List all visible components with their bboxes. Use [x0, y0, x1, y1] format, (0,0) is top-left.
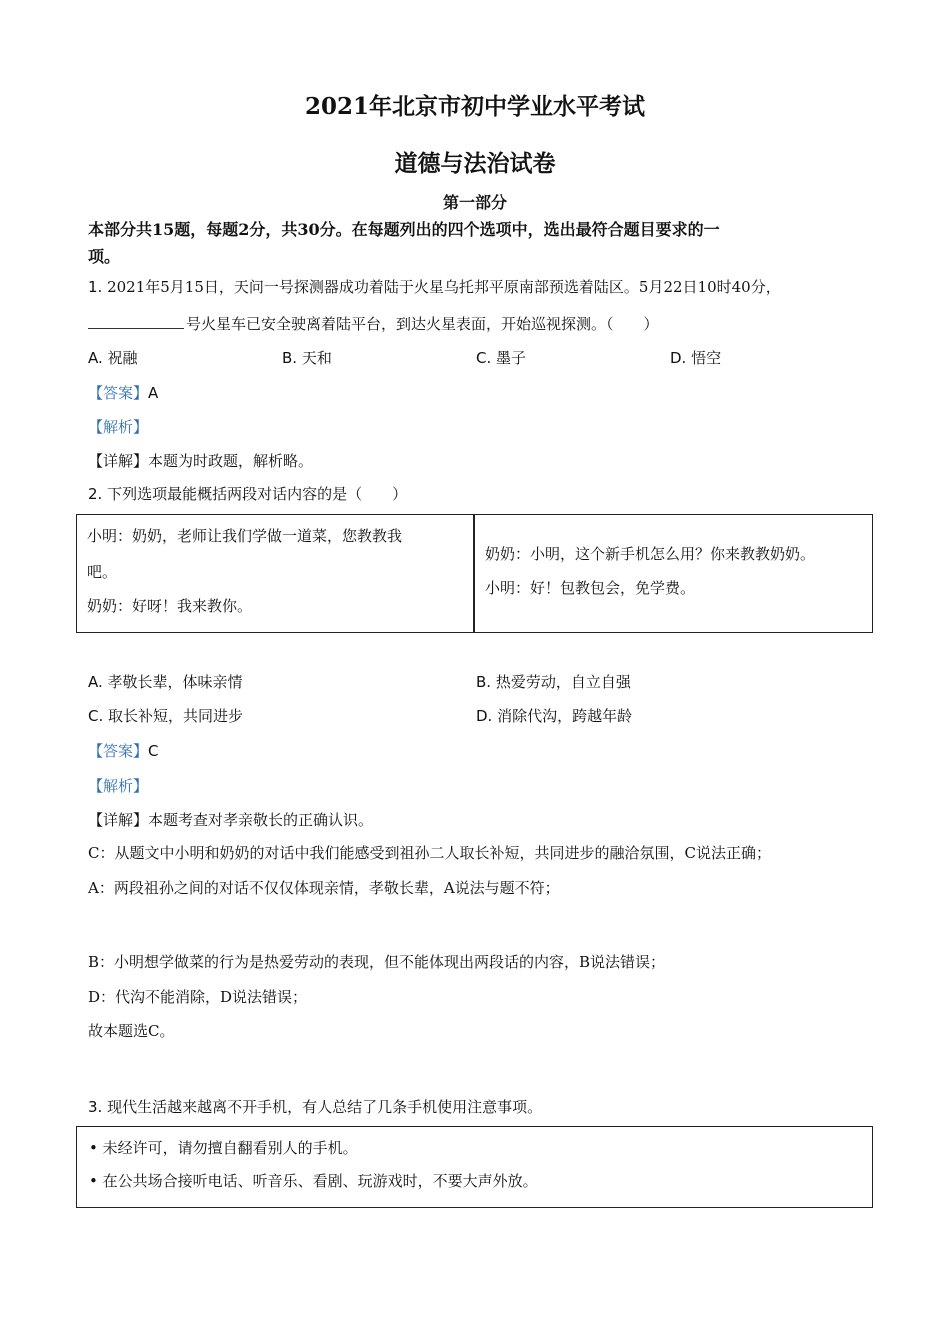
q2-dialog-left-2: 吧。: [87, 563, 118, 581]
q1-option-a: A. 祝融: [88, 349, 138, 367]
q2-option-a: A. 孝敬长辈，体味亲情: [88, 673, 243, 691]
q3-notes-box: [76, 1126, 873, 1208]
q1-detail: 【详解】本题为时政题，解析略。: [88, 452, 314, 470]
q2-dialog-left-3: 奶奶：好呀！我来教你。: [87, 597, 253, 615]
q2-analysis-label: 【解析】: [88, 777, 149, 795]
q1-text-line-1: 2021年5月15日，天问一号探测器成功着陆于火星乌托邦平原南部预选着陆区。5月22日10时40分，: [107, 278, 781, 296]
q2-answer: 【答案】C: [88, 742, 159, 760]
q2-dialog-divider: [473, 515, 475, 632]
q2-dialog-right-1: 奶奶：小明，这个新手机怎么用？你来教教奶奶。: [485, 545, 816, 563]
q3-text: 现代生活越来越离不开手机，有人总结了几条手机使用注意事项。: [107, 1098, 543, 1116]
q2-explanation-d: D：代沟不能消除，D说法错误；: [88, 988, 308, 1006]
q1-text-line-2: 号火星车已安全驶离着陆平台，到达火星表面，开始巡视探测。（ ）: [186, 315, 659, 333]
q2-dialog-left-1: 小明：奶奶，老师让我们学做一道菜，您教教我: [87, 527, 403, 545]
section-heading: 第一部分: [442, 193, 507, 212]
exam-title: 2021年北京市初中学业水平考试: [304, 93, 645, 120]
q2-option-b: B. 热爱劳动，自立自强: [476, 673, 631, 691]
q1-option-b: B. 天和: [282, 349, 332, 367]
q2-number: 2.: [88, 485, 103, 503]
q2-dialog-table: [76, 514, 873, 633]
q1-answer: 【答案】A: [88, 384, 159, 402]
instructions-line-1: 本部分共15题，每题2分，共30分。在每题列出的四个选项中，选出最符合题目要求的一: [88, 220, 720, 239]
q1-blank: [88, 314, 184, 329]
q1-analysis-label: 【解析】: [88, 418, 149, 436]
q2-conclusion: 故本题选C。: [88, 1022, 175, 1040]
q2-explanation-a: A：两段祖孙之间的对话不仅仅体现亲情，孝敬长辈，A说法与题不符；: [88, 879, 560, 897]
q2-option-c: C. 取长补短，共同进步: [88, 707, 244, 725]
q1-stem-line-1: [88, 276, 781, 297]
q1-stem-line-2: [88, 313, 659, 334]
q2-text: 下列选项最能概括两段对话内容的是（ ）: [107, 485, 408, 503]
q1-option-c: C. 墨子: [476, 349, 527, 367]
instructions-line-2: 项。: [88, 247, 121, 266]
q3-number: 3.: [88, 1098, 103, 1116]
q3-stem: [88, 1096, 542, 1117]
q2-detail: 【详解】本题考查对孝亲敬长的正确认识。: [88, 811, 374, 829]
q2-option-d: D. 消除代沟，跨越年龄: [476, 707, 633, 725]
q2-dialog-right-2: 小明：好！包教包会，免学费。: [485, 579, 696, 597]
q2-explanation-b: B：小明想学做菜的行为是热爱劳动的表现，但不能体现出两段话的内容，B说法错误；: [88, 953, 666, 971]
q2-explanation-c: C：从题文中小明和奶奶的对话中我们能感受到祖孙二人取长补短，共同进步的融洽氛围，C说法正确；: [88, 844, 771, 862]
q2-stem: [88, 483, 407, 504]
q1-option-d: D. 悟空: [670, 349, 722, 367]
q1-number: 1.: [88, 278, 103, 296]
exam-subtitle: 道德与法治试卷: [394, 150, 556, 177]
q3-note-2: • 在公共场合接听电话、听音乐、看剧、玩游戏时，不要大声外放。: [89, 1172, 538, 1190]
q3-note-1: • 未经许可，请勿擅自翻看别人的手机。: [89, 1139, 358, 1157]
